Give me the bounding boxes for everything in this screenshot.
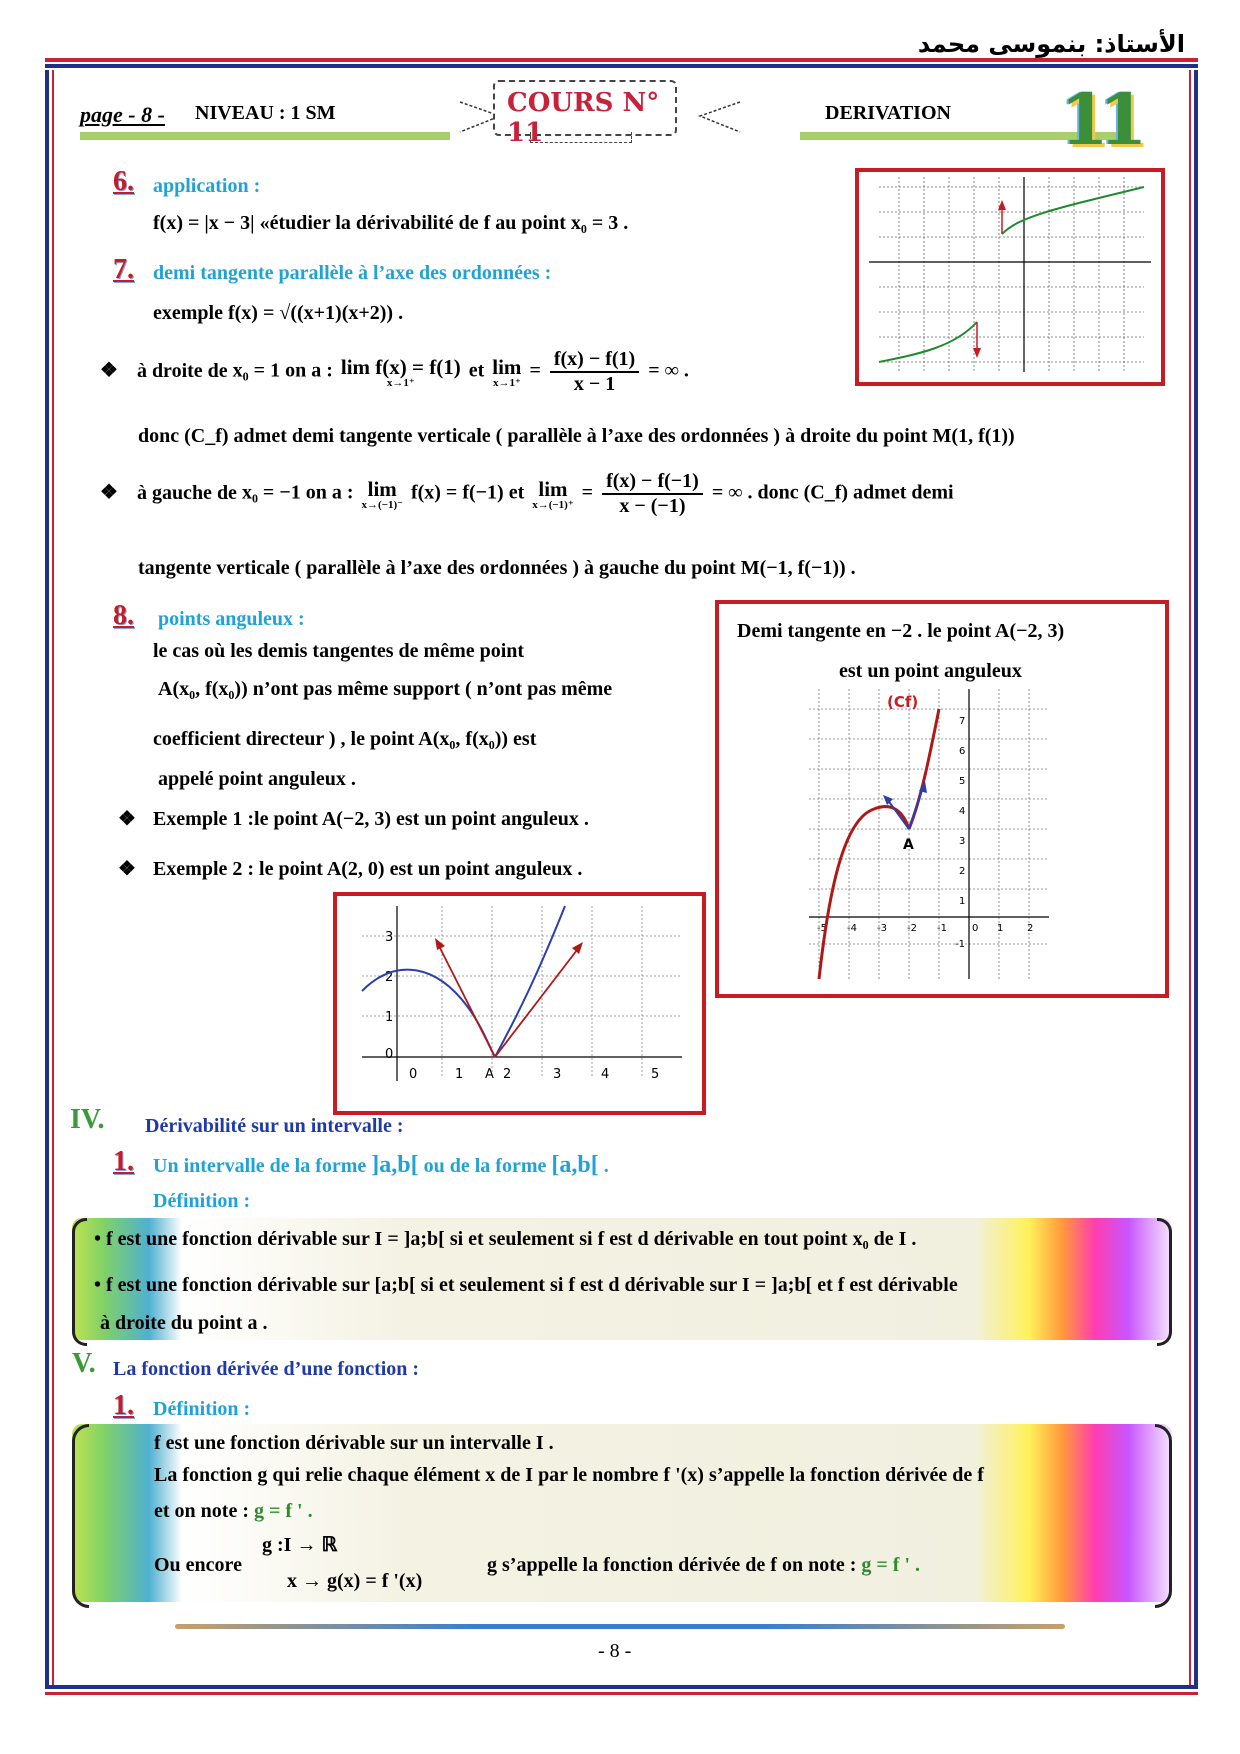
footer-rule <box>175 1624 1065 1629</box>
s4-title: Dérivabilité sur un intervalle : <box>145 1115 404 1137</box>
graph-ex2-x-tick: 4 <box>601 1067 610 1082</box>
s4-definition-label: Définition : <box>153 1190 251 1212</box>
angular-x-tick: -1 <box>937 923 947 934</box>
angular-curve-label: (Cf) <box>887 693 919 711</box>
s4-number: IV. <box>70 1104 105 1135</box>
graph-ex2-curve-left <box>362 970 495 1057</box>
s4-def-line2: • f est une fonction dérivable sur [a;b[ si et seulement si f est d dérivable sur I = ]a;b[ et f est dérivable <box>94 1274 958 1296</box>
graph-ex2-x-tick: 0 <box>409 1067 418 1082</box>
s4-definition-box <box>72 1218 1172 1340</box>
s6-title: application : <box>153 175 261 197</box>
s7-bullet2: ❖ à gauche de x₀ = −1 on a : lim x→(−1)⁻ f(x) = f(−1) et lim x→(−1)⁺ = $\frac{f(x) - f(-1)}{x - (-1)}$ = ∞ . donc (C_f) admet demi <box>100 470 954 517</box>
angular-y-tick: 1 <box>959 896 966 907</box>
graph-ex2-y-tick: 2 <box>385 970 394 985</box>
angular-y-tick: 4 <box>959 806 966 817</box>
cours-label: COURS N° 11 <box>507 88 660 148</box>
angular-y-tick: 3 <box>959 836 966 847</box>
s7-title: demi tangente parallèle à l’axe des ordonnées : <box>153 262 552 284</box>
s4-def-line1: • f est une fonction dérivable sur I = ]a;b[ si et seulement si f est d dérivable en tout point x₀ de I . <box>94 1228 917 1250</box>
header-arrow-right <box>670 88 780 144</box>
graph-ex2 <box>337 896 702 1111</box>
s6-number: 6. <box>113 166 134 197</box>
s5-line4: g s’appelle la fonction dérivée de f on note : g = f ' . <box>487 1554 921 1576</box>
footer-page-number: - 8 - <box>598 1640 632 1662</box>
page-label: page - 8 - <box>80 102 165 127</box>
s4-sub-title: Un intervalle de la forme ]a,b[ ou de la forme [a,b[ . <box>153 1152 609 1178</box>
bullet-icon: ❖ <box>118 808 136 830</box>
cours-box <box>493 80 677 148</box>
s5-line1: f est une fonction dérivable sur un intervalle I . <box>154 1432 554 1454</box>
s5-number: V. <box>72 1348 96 1379</box>
top-border-inner <box>45 64 1198 68</box>
s8-line2: A(x₀, f(x₀)) n’ont pas même support ( n’ont pas même <box>158 678 613 700</box>
graph-ex2-box <box>333 892 706 1115</box>
graph-ex2-y-tick: 0 <box>385 1047 394 1062</box>
angular-tangent-right <box>909 787 923 829</box>
angular-caption2: est un point anguleux <box>839 660 1022 682</box>
niveau-label: NIVEAU : 1 SM <box>195 102 336 124</box>
graph-ex2-tangent-right <box>495 950 577 1057</box>
graph-ex2-y-tick: 3 <box>385 930 394 945</box>
angular-y-tick: 2 <box>959 866 966 877</box>
s5-sub-number: 1. <box>113 1390 134 1421</box>
s8-line3: coefficient directeur ) , le point A(x₀, f(x₀)) est <box>153 728 537 750</box>
s5-map-line2: x → g(x) = f '(x) <box>287 1570 423 1592</box>
graph-ex2-curve-right <box>495 906 565 1057</box>
s5-title: La fonction dérivée d’une fonction : <box>113 1358 420 1380</box>
s8-example2: ❖ Exemple 2 : le point A(2, 0) est un point anguleux . <box>118 858 583 880</box>
s8-line4: appelé point anguleux . <box>158 768 356 790</box>
angular-y-tick: 6 <box>959 746 966 757</box>
graph-ex2-tangent-left <box>439 946 495 1057</box>
angular-graph <box>809 689 1049 984</box>
angular-x-tick: -5 <box>817 923 827 934</box>
bottom-border-inner <box>45 1692 1198 1695</box>
s6-line: f(x) = |x − 3| «étudier la dérivabilité de f au point x₀ = 3 . <box>153 212 629 234</box>
bullet-icon: ❖ <box>100 481 118 504</box>
graph-ex2-y-tick: 1 <box>385 1010 394 1025</box>
angular-x-tick: 0 <box>972 923 979 934</box>
s5-line3: et on note : g = f ' . <box>154 1500 313 1522</box>
bullet-icon: ❖ <box>100 359 118 382</box>
s4-def-line3: à droite du point a . <box>100 1312 268 1334</box>
header-band <box>60 78 1185 161</box>
angular-point-box <box>715 600 1169 998</box>
s8-example1: ❖ Exemple 1 :le point A(−2, 3) est un point anguleux . <box>118 808 589 830</box>
angular-point-label: A <box>903 837 914 853</box>
angular-curve-left <box>819 807 909 979</box>
graph-ex2-x-tick: 5 <box>651 1067 660 1082</box>
angular-x-tick: 2 <box>1027 923 1034 934</box>
s7-bullet2-continuation: tangente verticale ( parallèle à l’axe des ordonnées ) à gauche du point M(−1, f(−1)) . <box>138 557 856 579</box>
graph-ex2-x-tick: 3 <box>553 1067 562 1082</box>
s5-ou-encore: Ou encore <box>154 1554 242 1576</box>
angular-x-tick: 1 <box>997 923 1004 934</box>
angular-y-tick: -1 <box>955 939 965 950</box>
s4-sub-number: 1. <box>113 1146 134 1177</box>
s5-definition-label: Définition : <box>153 1398 251 1420</box>
angular-y-tick: 7 <box>959 716 966 727</box>
s7-example: exemple f(x) = √((x+1)(x+2)) . <box>153 302 404 324</box>
s7-bullet1-conclusion: donc (C_f) admet demi tangente verticale ( parallèle à l’axe des ordonnées ) à droite du point M(1, f(1)) <box>138 425 1015 447</box>
angular-tangent-left <box>887 799 909 829</box>
s8-title: points anguleux : <box>158 608 305 630</box>
right-border <box>1194 70 1198 1685</box>
s8-number: 8. <box>113 600 134 631</box>
angular-y-tick: 5 <box>959 776 966 787</box>
top-border <box>45 58 1198 62</box>
s5-definition-box <box>72 1424 1172 1602</box>
author-name: الأستاذ: بنموسى محمد <box>917 30 1185 58</box>
angular-x-tick: -2 <box>907 923 917 934</box>
s7-number: 7. <box>113 254 134 285</box>
s7-bullet1: ❖ à droite de x₀ = 1 on a : lim f(x) = f(1) x→1⁺ et lim x→1⁺ = $\frac{f(x) - f(1)}{x - 1}$ = ∞ . <box>100 348 689 395</box>
logo-number: 11 <box>1060 78 1138 161</box>
bullet-icon: ❖ <box>118 858 136 880</box>
right-border-inner <box>1189 70 1191 1685</box>
graph-top-right-branch <box>1002 187 1144 234</box>
angular-caption1: Demi tangente en −2 . le point A(−2, 3) <box>737 620 1065 642</box>
s8-line1: le cas où les demis tangentes de même point <box>153 640 525 662</box>
left-border-inner <box>52 70 54 1685</box>
graph-ex2-x-tick: A <box>485 1067 494 1082</box>
chapter-title: DERIVATION <box>825 102 951 124</box>
s5-line2: La fonction g qui relie chaque élément x de I par le nombre f '(x) s’appelle la fonction dérivée de f <box>154 1464 984 1486</box>
angular-x-tick: -3 <box>877 923 887 934</box>
angular-x-tick: -4 <box>847 923 857 934</box>
left-border <box>45 70 49 1685</box>
graph-ex2-x-tick: 2 <box>503 1067 512 1082</box>
graph-ex2-x-tick: 1 <box>455 1067 464 1082</box>
s5-map-line1: g :I → ℝ <box>262 1534 338 1556</box>
bottom-border <box>45 1685 1198 1689</box>
